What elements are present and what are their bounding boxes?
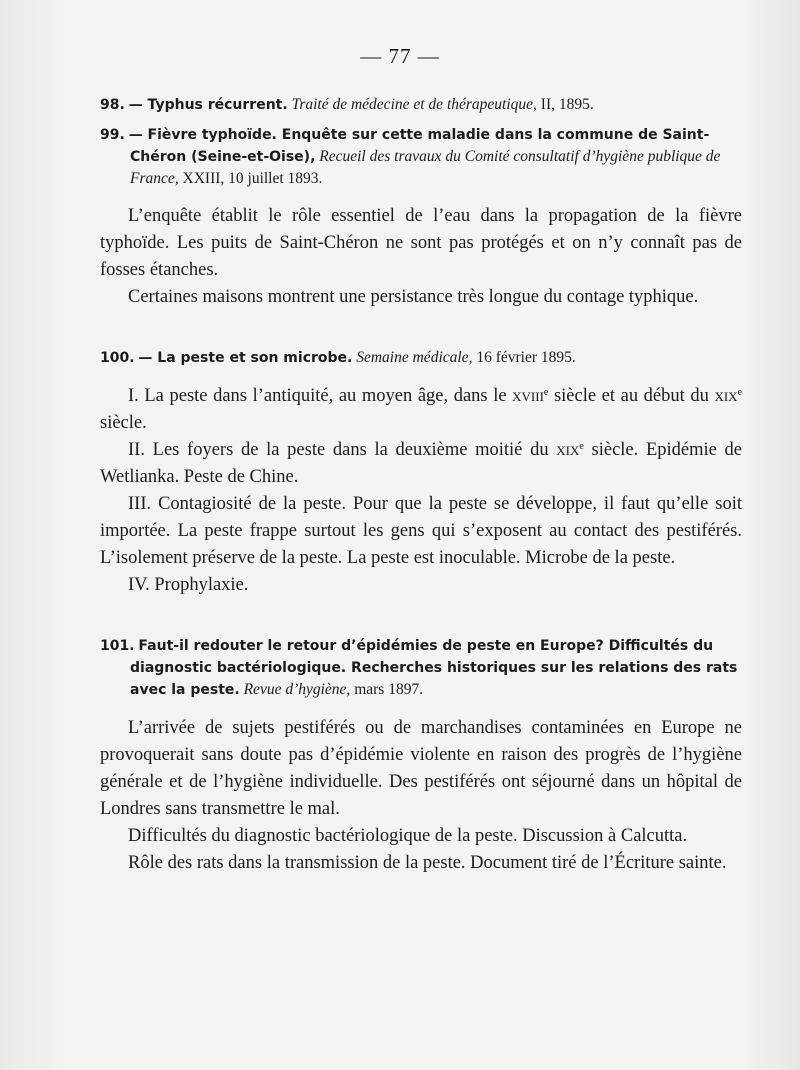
entry-number: 100. [100, 350, 135, 366]
entry-title: — La peste et son microbe. [138, 350, 353, 366]
paragraph: L’enquête établit le rôle essentiel de l’eau dans la propagation de la fièvre typhoïde. Les puits de Saint-Chéron ne sont pas protégés et on n’y connaît pas de fosses étanches. [100, 206, 742, 280]
entry-title: — Typhus récurrent. [128, 97, 288, 113]
paragraph: II. Les foyers de la peste dans la deuxième moitié du xix$^e$ siècle. Epidémie de Wetlianka. Peste de Chine. [100, 440, 742, 487]
entry-citation: 16 février 1895. [476, 349, 576, 366]
entry-source: Recueil des travaux du Comité consultatif d’hygiène publique de France, [130, 148, 721, 187]
entry-citation: mars 1897. [354, 681, 424, 698]
paragraph: Certaines maisons montrent une persistance très longue du contage typhique. [128, 287, 699, 307]
paragraph: III. Contagiosité de la peste. Pour que la peste se développe, il faut qu’elle soit importée. La peste frappe surtout les gens qui s’exposent au contact des pestiférés. L’isolement préserve de la peste. La peste est inoculable. Microbe de la peste. [100, 494, 742, 568]
entry-citation: XXIII, 10 juillet 1893. [182, 170, 323, 187]
entry-source: Traité de médecine et de thérapeutique, [291, 96, 537, 113]
entry-99 [100, 124, 742, 189]
page-content [100, 94, 742, 877]
entry-98 [100, 94, 742, 116]
page-number: — 77 — [360, 44, 440, 68]
entry-number: 98. [100, 97, 125, 113]
entry-source: Semaine médicale, [356, 349, 473, 366]
entry-number: 101. [100, 638, 135, 654]
entry-title: Faut-il redouter le retour d’épidémies de peste en Europe? Difficultés du diagnostic bactériologique. Recherches historiques sur les relations des rats avec la peste. [130, 638, 738, 698]
paragraph: IV. Prophylaxie. [128, 575, 249, 595]
entry-number: 99. [100, 127, 125, 143]
entry-101 [100, 635, 742, 701]
paragraph: Difficultés du diagnostic bactériologique de la peste. Discussion à Calcutta. [128, 826, 688, 846]
paragraph: L’arrivée de sujets pestiférés ou de marchandises contaminées en Europe ne provoquerait sans doute pas d’épidémie violente en raison des progrès de l’hygiène générale et de l’hygiène individuelle. Des pestiférés ont séjourné dans un hôpital de Londres sans transmettre le mal. [100, 718, 742, 819]
entry-title: — Fièvre typhoïde. Enquête sur cette maladie dans la commune de Saint-Chéron (Seine-et-Oise), [128, 127, 710, 165]
entry-citation: II, 1895. [540, 96, 594, 113]
entry-100 [100, 347, 742, 369]
paragraph: Rôle des rats dans la transmission de la peste. Document tiré de l’Écriture sainte. [128, 853, 727, 873]
entry-source: Revue d’hygiène, [243, 681, 351, 698]
paragraph: I. La peste dans l’antiquité, au moyen âge, dans le xviii$^e$ siècle et au début du xix$^e$ siècle. [100, 386, 743, 433]
